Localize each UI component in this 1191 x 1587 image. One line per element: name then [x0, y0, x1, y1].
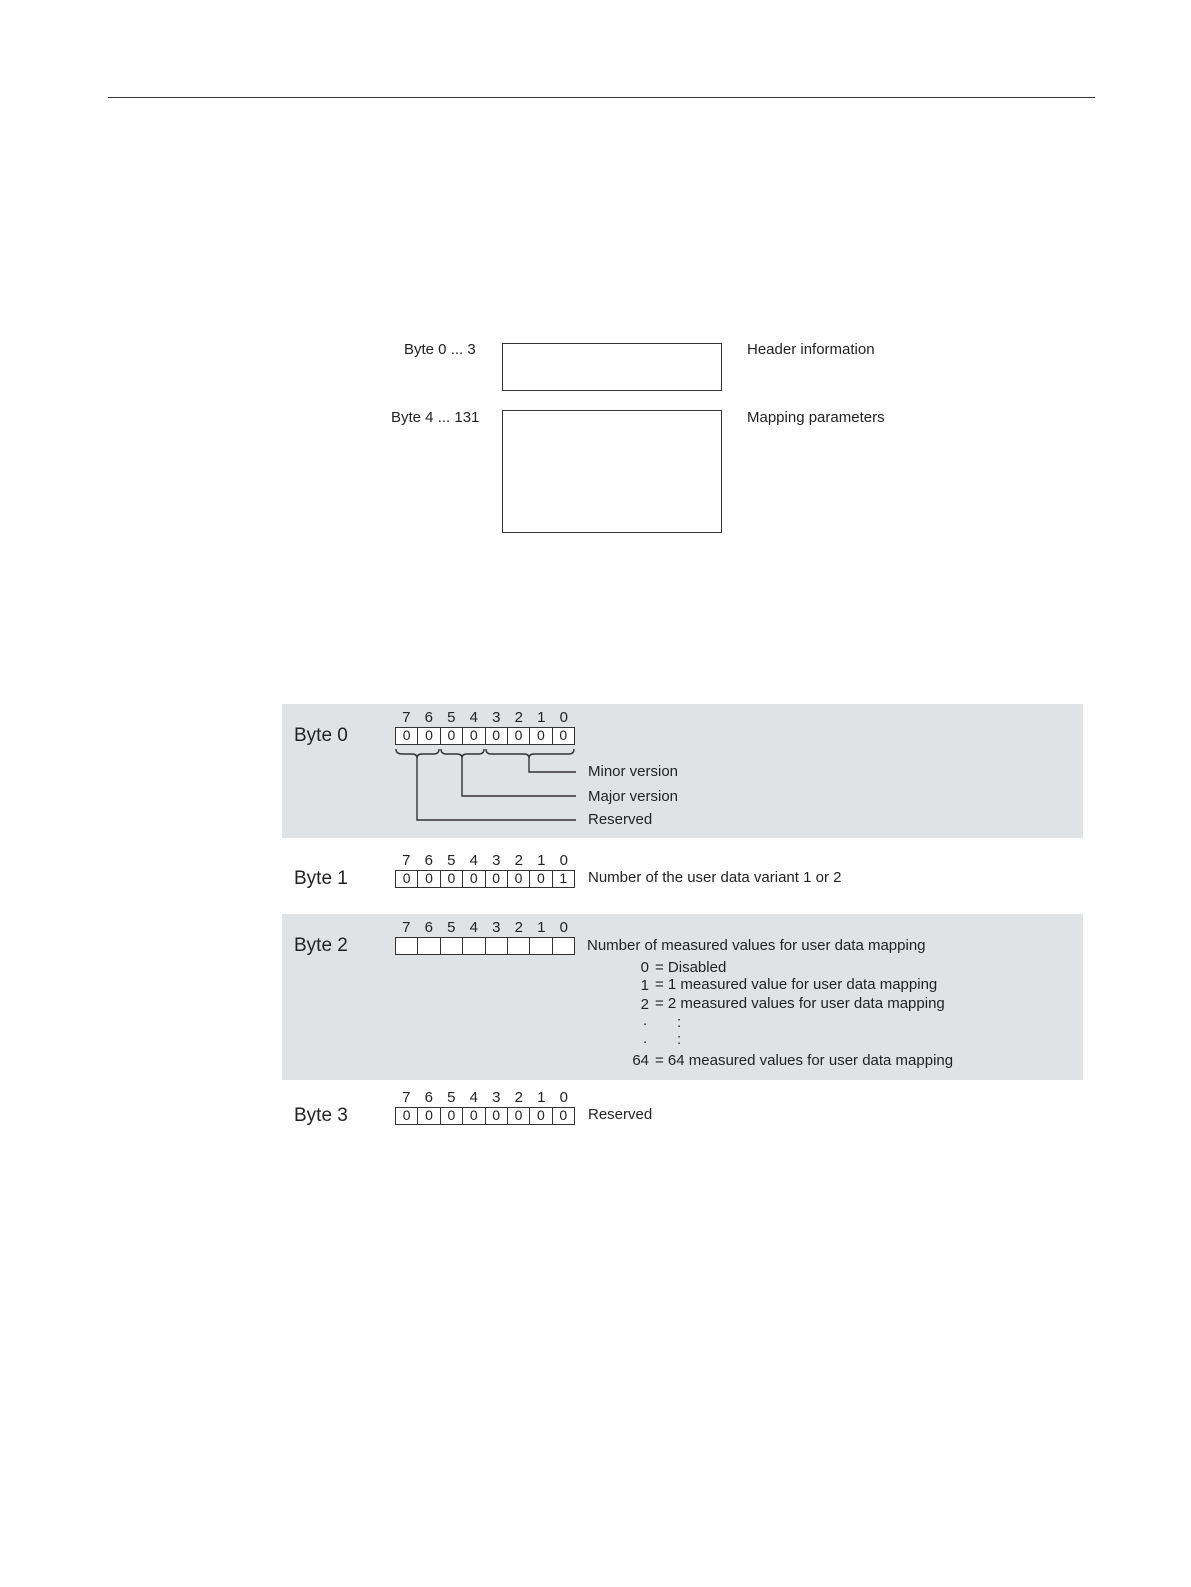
- bit-number: 6: [424, 1089, 433, 1106]
- overview-box-header: [502, 343, 722, 391]
- leader-major: [462, 758, 576, 796]
- byte0-label: Byte 0: [294, 725, 348, 746]
- byte3-description: Reserved: [588, 1106, 653, 1123]
- bit-number: 3: [492, 709, 501, 726]
- bit-number: 6: [424, 919, 433, 936]
- leader-minor: [529, 758, 576, 772]
- overview-desc-header: Header information: [747, 341, 875, 358]
- bit-number: 2: [514, 919, 523, 936]
- byte0-field-reserved: Reserved: [588, 811, 653, 828]
- bit-number: 4: [469, 852, 478, 869]
- byte2-ellipsis-dot: .: [643, 1012, 648, 1029]
- bit-cell: 0: [508, 728, 530, 744]
- bit-number: 5: [447, 709, 456, 726]
- overview-range-mapping: Byte 4 ... 131: [391, 409, 480, 426]
- bit-number: 2: [514, 852, 523, 869]
- byte2-value-text: = Disabled: [655, 959, 727, 976]
- byte2-ellipsis-colon: :: [677, 1031, 682, 1048]
- byte2-value-num: 0: [640, 959, 649, 976]
- byte0-field-minor: Minor version: [588, 763, 679, 780]
- bit-cell: 0: [441, 871, 463, 887]
- bit-cell: [463, 938, 485, 954]
- byte3-bit-cells: [395, 1107, 575, 1125]
- overview-desc-mapping: Mapping parameters: [747, 409, 885, 426]
- byte2-ellipsis-colon: :: [677, 1014, 682, 1031]
- byte2-value-text: = 1 measured value for user data mapping: [655, 976, 938, 993]
- byte0-bit-numbers: [395, 709, 575, 726]
- bit-cell: 0: [396, 728, 418, 744]
- byte2-value-num: 1: [640, 977, 649, 994]
- bit-number: 4: [469, 1089, 478, 1106]
- bit-number: 0: [559, 919, 568, 936]
- bit-cell: [553, 938, 574, 954]
- byte1-label: Byte 1: [294, 868, 348, 889]
- bit-cell: 0: [486, 871, 508, 887]
- bit-number: 7: [402, 1089, 411, 1106]
- byte0-bit-cells: [395, 727, 575, 745]
- bit-cell: 0: [508, 871, 530, 887]
- bit-cell: 0: [418, 1108, 440, 1124]
- bit-number: 4: [469, 919, 478, 936]
- bit-number: 2: [514, 709, 523, 726]
- overview-box-mapping: [502, 410, 722, 533]
- bit-cell: [486, 938, 508, 954]
- bit-number: 6: [424, 709, 433, 726]
- bit-cell: 0: [559, 1107, 568, 1123]
- bit-cell: 0: [530, 1108, 552, 1124]
- bit-cell: 0: [418, 728, 440, 744]
- bit-number: 1: [537, 852, 546, 869]
- bit-cell: [530, 938, 552, 954]
- bit-cell: [441, 938, 463, 954]
- bit-number: 5: [447, 852, 456, 869]
- byte2-value-text: = 64 measured values for user data mapping: [655, 1052, 954, 1069]
- bit-cell: 0: [530, 871, 552, 887]
- byte3-label: Byte 3: [294, 1105, 348, 1126]
- bit-cell: 0: [508, 1108, 530, 1124]
- byte0-field-connectors: [390, 746, 590, 828]
- bit-cell: 0: [463, 1108, 485, 1124]
- bit-number: 7: [402, 852, 411, 869]
- bit-cell: 0: [486, 728, 508, 744]
- header-rule: [108, 97, 1095, 98]
- bit-cell: [418, 938, 440, 954]
- bit-cell: 0: [418, 871, 440, 887]
- byte1-bit-numbers: [395, 852, 575, 869]
- brace-reserved: [396, 749, 439, 758]
- bit-number: 1: [537, 919, 546, 936]
- bit-number: 5: [447, 1089, 456, 1106]
- byte1-description: Number of the user data variant 1 or 2: [588, 869, 842, 886]
- bit-cell: 0: [441, 728, 463, 744]
- byte2-label: Byte 2: [294, 935, 348, 956]
- bit-number: 3: [492, 852, 501, 869]
- byte2-bit-numbers: [395, 919, 575, 936]
- byte2-value-num: 64: [632, 1052, 649, 1069]
- byte2-description: Number of measured values for user data mapping: [587, 937, 926, 954]
- byte2-value-text: = 2 measured values for user data mapping: [655, 995, 945, 1012]
- byte2-value-num: 2: [640, 996, 649, 1013]
- bit-number: 0: [559, 1089, 568, 1106]
- bit-cell: 0: [463, 871, 485, 887]
- byte1-bit-cells: [395, 870, 575, 888]
- byte3-bit-numbers: [395, 1089, 575, 1106]
- bit-number: 3: [492, 1089, 501, 1106]
- bit-number: 0: [559, 852, 568, 869]
- bit-number: 6: [424, 852, 433, 869]
- bit-cell: 0: [559, 727, 568, 743]
- bit-cell: 0: [463, 728, 485, 744]
- bit-number: 1: [537, 1089, 546, 1106]
- bit-number: 1: [537, 709, 546, 726]
- bit-cell: [508, 938, 530, 954]
- bit-cell: 1: [559, 870, 568, 886]
- brace-major: [441, 749, 484, 758]
- bit-cell: [396, 938, 418, 954]
- bit-cell: 0: [441, 1108, 463, 1124]
- overview-range-header: Byte 0 ... 3: [404, 341, 476, 358]
- byte2-bit-cells: [395, 937, 575, 955]
- bit-number: 7: [402, 919, 411, 936]
- byte2-ellipsis-dot: .: [643, 1030, 648, 1047]
- byte0-field-major: Major version: [588, 788, 679, 805]
- bit-cell: 0: [486, 1108, 508, 1124]
- bit-number: 3: [492, 919, 501, 936]
- bit-cell: 0: [396, 1108, 418, 1124]
- bit-number: 4: [469, 709, 478, 726]
- bit-number: 7: [402, 709, 411, 726]
- bit-cell: 0: [530, 728, 552, 744]
- bit-number: 2: [514, 1089, 523, 1106]
- bit-number: 5: [447, 919, 456, 936]
- bit-number: 0: [559, 709, 568, 726]
- brace-minor: [486, 749, 574, 758]
- leader-reserved: [417, 758, 576, 820]
- bit-cell: 0: [396, 871, 418, 887]
